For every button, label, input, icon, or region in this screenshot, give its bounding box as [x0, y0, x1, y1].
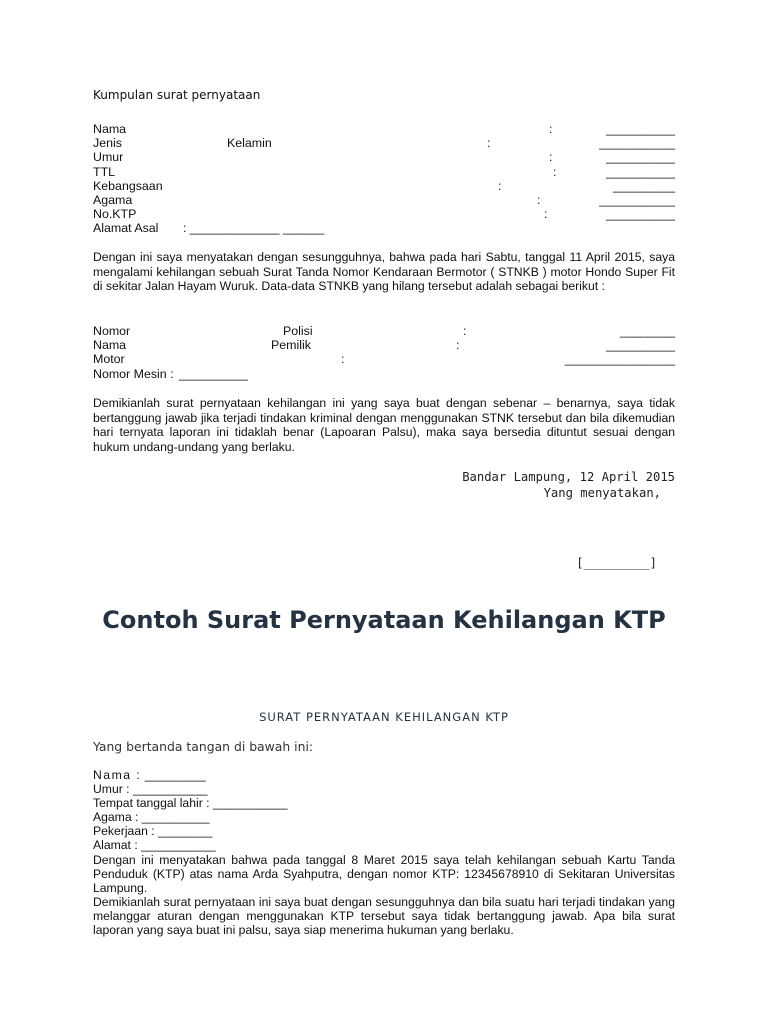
field-row-no-ktp: [93, 207, 675, 221]
field-blank: ___________: [599, 192, 675, 207]
field-separator: :: [456, 338, 460, 353]
field-row-nomor-polisi: [93, 324, 675, 338]
field-blank: __________: [606, 338, 675, 353]
field-blank: ___________: [599, 136, 675, 151]
field-label: Nama: [93, 122, 127, 136]
field-row-alamat-asal: [93, 221, 675, 235]
field-label-2: Kelamin: [227, 136, 272, 151]
field-label: Kebangsaan: [93, 178, 163, 193]
field-blank: __________: [179, 366, 248, 381]
field-row-nomor-mesin: [93, 367, 675, 381]
vehicle-fields: [93, 324, 675, 381]
field-label: Nomor Mesin :: [93, 366, 174, 381]
field-label: Nama :: [93, 768, 142, 782]
field-separator: :: [537, 192, 541, 207]
field-row-motor: [93, 352, 675, 366]
field-blank: ________________: [564, 352, 675, 367]
ktp-field-nama: [93, 768, 675, 782]
article-title: Contoh Surat Pernyataan Kehilangan KTP: [102, 606, 666, 634]
ktp-field-agama: Agama : __________: [93, 810, 210, 825]
statement-paragraph: Dengan ini saya menyatakan dengan sesungguhnya, bahwa pada hari Sabtu, tanggal 11 April 2015, saya mengalami kehilangan sebuah Surat Tanda Nomor Kendaraan Bermotor ( STNKB ) motor Hondo Super Fit di sekitar Jalan Hayam Wuruk. Data-data STNKB yang hilang tersebut adalah sebagai berikut :: [93, 250, 675, 294]
field-blank: __________: [606, 207, 675, 222]
field-separator: :: [341, 352, 345, 367]
field-separator: :: [549, 122, 553, 136]
field-separator: :: [487, 136, 491, 151]
field-row-nama: [93, 122, 675, 136]
field-row-kebangsaan: [93, 179, 675, 193]
field-label: Nomor: [93, 324, 131, 338]
closing-paragraph: Demikianlah surat pernyataan kehilangan ini yang saya buat dengan sebenar – benarnya, saya tidak bertanggung jawab jika terjadi tindakan kriminal dengan menggunakan STNK tersebut dan bila dikemudian hari ternyata laporan ini tidaklah benar (Lapoaran Palsu), maka saya bersedia dituntut sesuai dengan hukum undang-undang yang berlaku.: [93, 396, 675, 454]
field-label: Umur: [93, 150, 124, 165]
field-row-umur: [93, 150, 675, 164]
field-separator: :: [544, 207, 548, 222]
ktp-statement: Dengan ini menyatakan bahwa pada tanggal 8 Maret 2015 saya telah kehilangan sebuah Kartu Tanda Penduduk (KTP) atas nama Arda Syahputra, dengan nomor KTP: 12345678910 di Sekitaran Universitas Lampung.: [93, 852, 675, 895]
field-blank: __________: [606, 122, 675, 136]
ktp-field-umur: Umur : ___________: [93, 782, 208, 797]
field-label: Agama: [93, 192, 133, 207]
field-separator: :: [549, 150, 553, 165]
field-blank: ________: [619, 324, 675, 338]
field-label-2: Pemilik: [271, 338, 311, 353]
field-value: : _____________ ______: [183, 221, 325, 236]
ktp-field-ttl: Tempat tanggal lahir : ___________: [93, 796, 288, 811]
signer-label: Yang menyatakan,: [543, 486, 661, 500]
field-label: Nama: [93, 338, 127, 353]
field-label: Jenis: [93, 136, 122, 151]
field-label: TTL: [93, 164, 116, 179]
ktp-field-pekerjaan: Pekerjaan : ________: [93, 824, 213, 839]
field-row-agama: [93, 193, 675, 207]
field-blank: __________: [606, 150, 675, 165]
field-label: Motor: [93, 352, 125, 367]
field-label: No.KTP: [93, 207, 137, 222]
field-row-jenis-kelamin: [93, 136, 675, 150]
field-separator: :: [498, 178, 502, 193]
letter-title: SURAT PERNYATAAN KEHILANGAN KTP: [259, 710, 509, 724]
field-blank: __________: [606, 164, 675, 179]
place-date: Bandar Lampung, 12 April 2015: [462, 470, 675, 484]
field-row-nama-pemilik: [93, 338, 675, 352]
identity-fields: [93, 122, 675, 236]
field-label-2: Polisi: [283, 324, 313, 338]
intro-line: Yang bertanda tangan di bawah ini:: [93, 739, 314, 754]
field-row-ttl: [93, 165, 675, 179]
ktp-field-alamat: Alamat : ___________: [93, 838, 216, 853]
field-label: Alamat Asal: [93, 221, 159, 236]
field-separator: :: [463, 324, 467, 338]
document-header-title: Kumpulan surat pernyataan: [93, 88, 261, 102]
signature-blank: [_________]: [576, 556, 657, 570]
ktp-fields: [93, 768, 675, 937]
document-page: [93, 0, 675, 1024]
field-blank: _________: [144, 768, 206, 782]
field-separator: :: [553, 164, 557, 179]
field-blank: _________: [612, 178, 675, 193]
ktp-closing: Demikianlah surat pernyataan ini saya buat dengan sesungguhnya dan bila suatu hari terjadi tindakan yang melanggar aturan dengan menggunakan KTP tersebut saya tidak bertanggung jawab. Apa bila surat laporan yang saya buat ini palsu, saya siap menerima hukuman yang berlaku.: [93, 894, 675, 938]
